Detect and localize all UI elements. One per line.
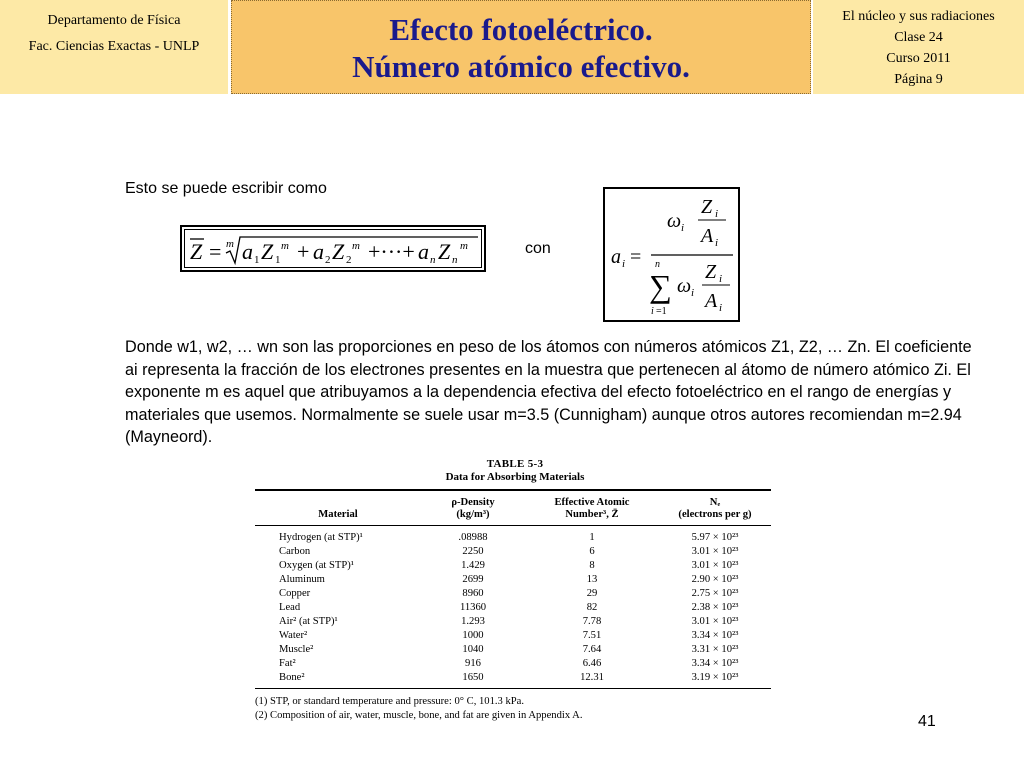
table-row [255,545,771,559]
svg-text:n: n [430,254,436,266]
page-label: Página 9 [894,72,943,87]
svg-text:1: 1 [275,254,281,266]
cell-material: Water² [279,630,308,641]
cell-zeff: 8 [589,560,595,571]
svg-text:i: i [715,208,719,220]
table-row [255,601,771,615]
cell-density: 11360 [459,602,487,613]
ai-formula-box [603,187,740,322]
svg-text:2: 2 [346,254,352,266]
svg-text:1: 1 [254,254,260,266]
den-zi: Z [705,261,717,283]
table-subtitle: Data for Absorbing Materials [445,471,585,483]
course-name: El núcleo y sus radiaciones [842,9,995,24]
table-row [255,573,771,587]
svg-text:n: n [452,254,458,266]
class-number: Clase 24 [894,30,943,45]
table-row [255,657,771,671]
cell-density: 1000 [462,630,484,641]
department-label: Departamento de Física [47,13,181,28]
cell-density: .08988 [458,532,488,543]
cell-zeff: 82 [586,602,598,613]
term-a2: a [313,239,324,264]
table-row [255,671,771,689]
cell-ne: 3.01 × 10²³ [691,546,739,557]
den-omega: ω [677,275,692,297]
cell-zeff: 7.51 [582,630,602,641]
svg-text:m: m [352,240,360,252]
cell-zeff: 13 [586,574,598,585]
header-right-panel [813,0,1024,94]
svg-text:i: i [651,306,654,317]
cell-zeff: 6.46 [582,658,602,669]
table-row [255,587,771,601]
cell-material: Copper [279,588,311,599]
svg-text:i: i [719,302,723,314]
cell-density: 916 [465,658,481,669]
table-row [255,629,771,643]
header-ne: Nₑ (electrons per g) [659,490,771,526]
cell-density: 1.429 [461,560,485,571]
cell-ne: 2.38 × 10²³ [691,602,739,613]
header-left-panel [0,0,228,94]
header-zeff: Effective Atomic Number³, Z̄ [525,490,659,526]
con-label: con [525,240,551,257]
svg-text:m: m [460,240,468,252]
svg-text:m: m [281,240,289,252]
cell-material: Bone² [255,671,421,689]
svg-text:2: 2 [325,254,331,266]
ai-formula [605,189,738,320]
svg-text:i: i [681,222,685,234]
zbar-formula-box [180,225,486,272]
table-row [255,559,771,573]
svg-text:=: = [630,246,642,268]
header-material: Material [255,490,421,526]
cell-ne: 3.34 × 10²³ [691,630,739,641]
cell-material: Air² (at STP)¹ [279,616,338,627]
cell-material: Oxygen (at STP)¹ [279,560,354,571]
svg-text:Z: Z [261,239,274,264]
den-ai: A [705,290,718,312]
cell-zeff: 1 [589,532,595,543]
zbar-formula [182,227,484,270]
cell-density: 1040 [462,644,484,655]
cell-ne: 3.19 × 10²³ [659,671,771,689]
cell-zeff: 7.64 [582,644,602,655]
table-body [255,526,771,689]
cell-density: 1650 [421,671,525,689]
cell-zeff: 12.31 [525,671,659,689]
equals-sign: = [209,239,222,264]
cell-material: Hydrogen (at STP)¹ [279,532,363,543]
faculty-label: Fac. Ciencias Exactas - UNLP [28,39,200,54]
svg-text:Z: Z [438,239,451,264]
svg-text:i: i [719,273,723,285]
cell-ne: 2.75 × 10²³ [691,588,739,599]
svg-text:=1: =1 [656,306,667,317]
cell-density: 1.293 [461,616,485,627]
cell-ne: 3.34 × 10²³ [691,658,739,669]
footnote-1: (1) STP, or standard temperature and pressure: 0° C, 101.3 kPa. [255,696,525,707]
table-header-row [255,490,771,526]
table-row [255,526,771,546]
svg-text:i: i [715,237,719,249]
cell-zeff: 29 [586,588,598,599]
cell-material: Lead [279,602,301,613]
num-zi: Z [701,196,713,218]
cell-ne: 3.01 × 10²³ [691,560,739,571]
data-table [255,489,771,689]
header-title-panel [231,0,811,94]
table-title: TABLE 5-3 [486,458,544,470]
cell-material: Fat² [279,658,296,669]
cell-zeff: 6 [589,546,595,557]
cell-material: Aluminum [279,574,325,585]
slide-title-line1: Efecto fotoeléctrico. [389,12,653,47]
table-footnotes [255,695,775,723]
cell-ne: 2.90 × 10²³ [691,574,739,585]
explanation-paragraph: Donde w1, w2, … wn son las proporciones en peso de los átomos con números atómicos Z1, Z2, … Zn. El coeficiente ai representa la fracción de los electrones presentes en la muestra que pertenecen al átomo de número atómico Zi. El exponente m es aquel que atribuyamos a la dependencia efectiva del efecto fotoeléctrico en el rango de energías y materiales que usemos. Normalmente se suele usar m=3.5 (Cunnigham) aunque otros autores recomiendan m=2.94 (Mayneord). [125,338,972,446]
absorbing-materials-table [255,458,775,723]
num-ai: A [701,225,714,247]
footnote-2: (2) Composition of air, water, muscle, bone, and fat are given in Appendix A. [255,710,583,721]
sigma: ∑ [649,268,672,304]
svg-text:Z: Z [332,239,345,264]
cell-zeff: 7.78 [582,616,602,627]
zbar-symbol: Z [190,239,203,264]
cell-ne: 3.31 × 10²³ [691,644,739,655]
cell-density: 2250 [462,546,484,557]
page-number: 41 [918,713,936,730]
cell-ne: 3.01 × 10²³ [691,616,739,627]
cell-ne: 5.97 × 10²³ [691,532,739,543]
table-row [255,643,771,657]
cell-density: 8960 [462,588,484,599]
ai-symbol: a [611,246,621,268]
svg-text:n: n [655,259,660,270]
svg-text:+···+: +···+ [368,239,415,264]
term-an: a [418,239,429,264]
table-row [255,615,771,629]
svg-text:+: + [297,239,310,264]
cell-density: 2699 [462,574,484,585]
slide-title-line2: Número atómico efectivo. [352,49,690,84]
term-a1: a [242,239,253,264]
course-year: Curso 2011 [886,51,951,66]
svg-text:i: i [691,287,695,299]
header-density: ρ-Density (kg/m³) [421,490,525,526]
intro-text: Esto se puede escribir como [125,180,327,197]
svg-text:i: i [622,258,626,270]
omega-i: ω [667,210,682,232]
root-index: m [226,238,234,250]
cell-material: Carbon [279,546,311,557]
cell-material: Muscle² [279,644,314,655]
